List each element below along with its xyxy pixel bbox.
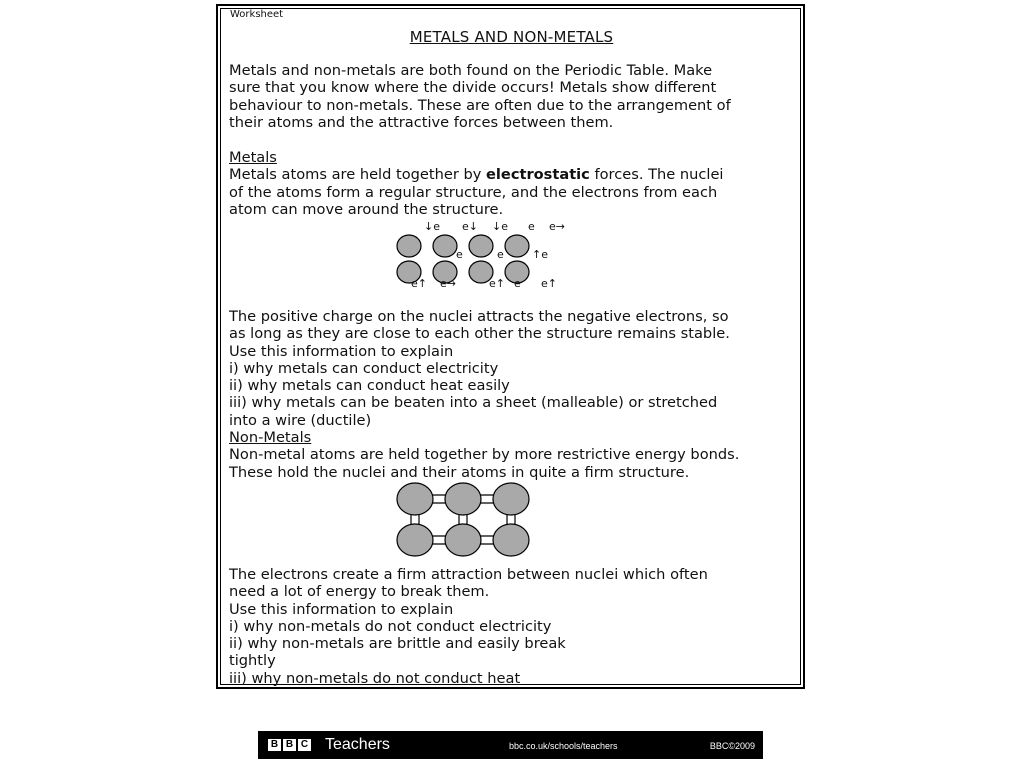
electrostatic-term: electrostatic [486,166,590,184]
intro-line: behaviour to non-metals. These are often due to the arrangement of [229,96,731,114]
electron-label: e→ [440,277,456,290]
explain-line: as long as they are close to each other the structure remains stable. [229,325,730,343]
electron-label: ↓e [424,220,440,233]
electron-label: e [514,277,521,290]
footer-url: bbc.co.uk/schools/teachers [509,741,618,751]
metals-line: of the atoms form a regular structure, and the electrons from each [229,183,718,201]
explain-line: Use this information to explain [229,342,454,360]
explain-line: Use this information to explain [229,600,454,618]
explain-line: The electrons create a firm attraction between nuclei which often [229,566,708,583]
question-item: i) why metals can conduct electricity [229,359,499,377]
question-item: into a wire (ductile) [229,411,372,429]
question-item: iii) why metals can be beaten into a sheet (malleable) or stretched [229,394,718,412]
nonmetals-line: Non-metal atoms are held together by more restrictive energy bonds. [229,446,740,464]
bbc-logo-block: C [298,739,311,751]
question-item: ii) why metals can conduct heat easily [229,377,510,395]
bbc-footer-bar [258,731,763,759]
question-item: iii) why non-metals do not conduct heat [229,669,521,687]
electron-label: e↑ [411,277,427,290]
electron-label: e↑ [541,277,557,290]
electron-label: e↓ [462,220,478,233]
explain-line: The positive charge on the nuclei attracts the negative electrons, so [229,308,729,325]
nonmetal-atom [493,483,529,515]
footer-copyright: BBC©2009 [709,741,755,751]
question-item: i) why non-metals do not conduct electricity [229,617,552,635]
bbc-logo-block: B [268,739,281,751]
electron-label: ↓e [492,220,508,233]
worksheet-tag: Worksheet [230,9,284,20]
nonmetals-heading: Non-Metals [229,429,312,447]
electron-label: e [456,248,463,261]
bbc-logo [268,739,311,751]
intro-line: Metals and non-metals are both found on the Periodic Table. Make [229,62,713,79]
electron-label: e [497,248,504,261]
electron-label: ↑e [532,248,548,261]
electron-label: e [528,220,535,233]
page-title: METALS AND NON-METALS [409,28,614,46]
nonmetal-atom [397,524,433,556]
intro-line: sure that you know where the divide occurs! Metals show different [229,79,717,97]
electron-label: e→ [549,220,565,233]
question-item: tightly [229,652,276,670]
electron-label: e↑ [489,277,505,290]
nonmetals-line: These hold the nuclei and their atoms in quite a firm structure. [229,463,690,481]
metals-line-start: Metals atoms are held together by [229,166,487,184]
footer-brand: Teachers [325,736,390,753]
nonmetals-explanation [229,566,799,687]
nonmetal-atom [493,524,529,556]
metals-heading: Metals [229,149,277,166]
nonmetal-atom [397,483,433,515]
explain-line: need a lot of energy to break them. [229,583,490,601]
nonmetal-atom [445,524,481,556]
nonmetal-atom [445,483,481,515]
metals-line-end: forces. The nuclei [589,166,724,184]
question-item: ii) why non-metals are brittle and easily break [229,635,566,653]
metals-line: atom can move around the structure. [229,200,504,218]
bbc-logo-block: B [283,739,296,751]
intro-line: their atoms and the attractive forces between them. [229,113,614,131]
